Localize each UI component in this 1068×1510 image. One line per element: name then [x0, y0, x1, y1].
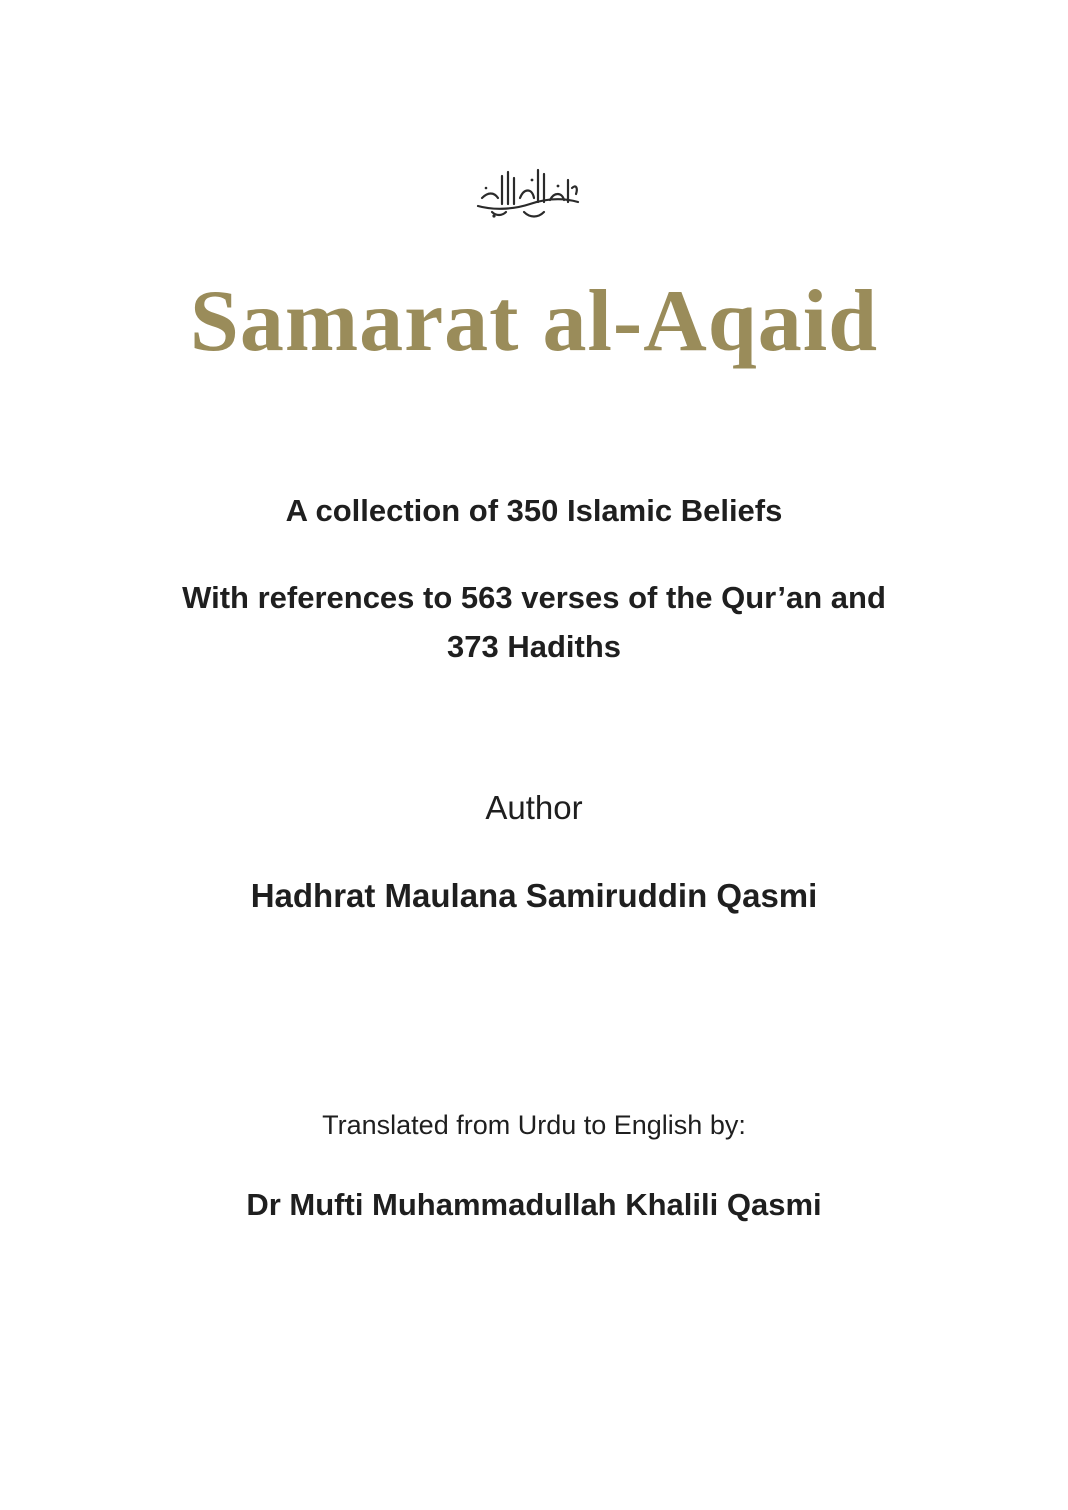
translated-by-label: Translated from Urdu to English by: [322, 1110, 746, 1140]
author-name: Hadhrat Maulana Samiruddin Qasmi [250, 877, 818, 914]
book-title: Samarat al-Aqaid [189, 273, 879, 370]
author-label: Author [485, 789, 583, 826]
book-subtitle: A collection of 350 Islamic Beliefs [285, 493, 783, 528]
basmala-calligraphy-icon [472, 158, 584, 222]
references-line-1: With references to 563 verses of the Qur’an and [182, 580, 886, 615]
translator-name: Dr Mufti Muhammadullah Khalili Qasmi [246, 1187, 822, 1222]
references-line-2: 373 Hadiths [446, 629, 621, 664]
